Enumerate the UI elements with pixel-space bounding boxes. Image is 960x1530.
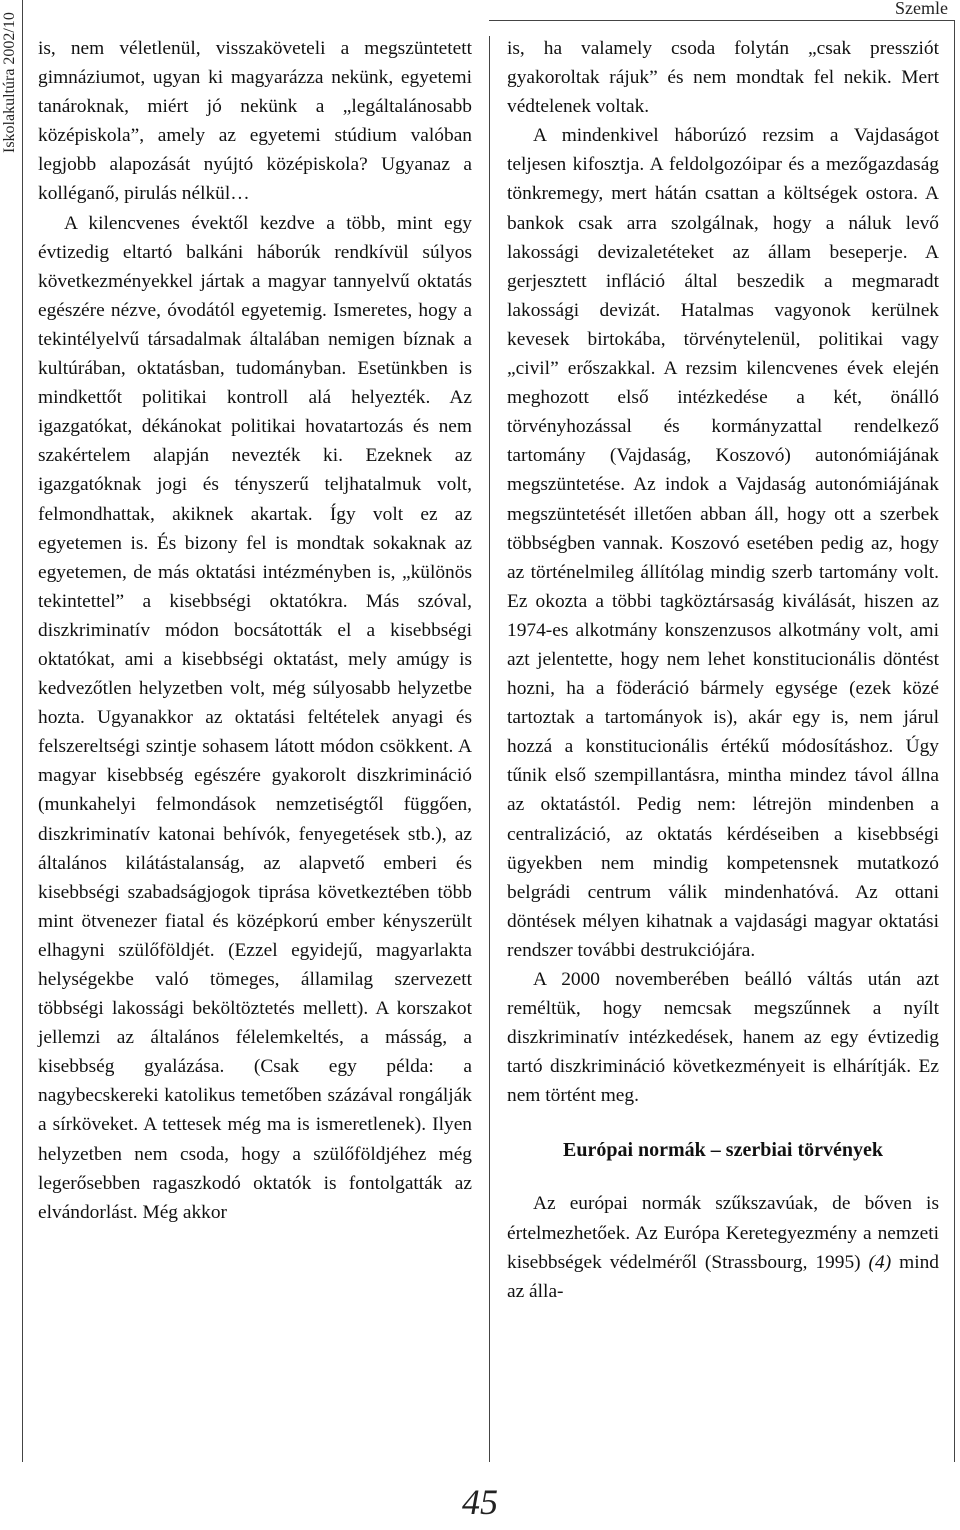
paragraph: A 2000 novemberében beálló váltás után azt reméltük, hogy nemcsak megszűnnek a nyílt diszkriminatív intézkedések, hanem az egy évtizedig tartó diszkrimináció következményeit is elhárítják. Ez nem történt meg. [507,969,939,1107]
top-header-rule [489,20,955,21]
paragraph-text: mind az álla- [507,1251,939,1302]
right-margin-rule [954,20,955,1462]
paragraph [507,1189,939,1305]
column-divider-rule [489,36,490,1462]
section-heading: Európai normák – szerbiai törvények [563,1139,883,1162]
paragraph-text: Az európai normák szűkszavúak, de bőven is értelmezhetőek. Az Európa Keretegyezmény a nemzeti kisebbségek védelméről (Strassbourg, 1995) [507,1193,939,1273]
section-running-head: Szemle [895,0,948,18]
paragraph: A kilencvenes évektől kezdve a több, mint egy évtizedig eltartó balkáni háborúk rendkívül súlyos következményekkel jártak a magyar tannyelvű oktatás egészére nézve, óvodától egyetemig. Ismeretes, hogy a tekintélyelvű társadalmak általában nemigen bíznak a kultúrában, oktatásban, tudományban. Esetünkben is mindkettőt politikai kontroll alá helyezték. Az igazgatókat, dékánokat politikai hovatartozás és nem szakértelem alapján nevezték ki. Ezeknek az igazgatóknak jogi és tényszerű teljhatalmuk volt, felmondhattak, akiknek akartak. Így volt ez az egyetemen is. És bizony fel is mondtak sokaknak az egyetemen, de más oktatási intézményben is, „különös tekintettel” a kisebbségi oktatókra. Más szóval, diszkriminatív módon bocsátották el a kisebbségi oktatókat, ami a kisebbségi oktatást, mely amúgy is kedvezőtlen helyzetben volt, még súlyosabb helyzetbe hozta. Ugyanakkor az oktatási feltételek anyagi és felszereltségi szintje sohasem látott módon csökkent. A magyar kisebbség egészére gyakorolt diszkrimináció (munkahelyi felmondások nemzetiségtől függően, diszkriminatív katonai behívók, fenyegetések stb.), az általános kilátástalanság, az alapvető emberi és kisebbségi szabadságjogok tiprása következtében több mint ötvenezer fiatal és középkorú ember kényszerült elhagyni szülőföldjét. (Ezzel egyidejű, magyarlakta helységekbe való tömeges, államilag szervezett többségi lakossági beköltöztetés mellett). A korszakot jellemzi az általános félelemkeltés, a másság, a kisebbség gyalázása. (Csak egy példa: a nagybecskereki katolikus temetőben százával rongálják a sírköveket. A tettesek még ma is ismeretlenek). Ilyen helyzetben nem csoda, hogy a szülőföldjéhez még legerősebben ragaszkodó oktatók is fontolgatták az elvándorlást. Még akkor [38,212,472,1223]
paragraph: A mindenkivel háborúzó rezsim a Vajdaságot teljesen kifosztja. A feldolgozóipar és a mezőgazdaság tönkremegy, mert hátán csattan a költségek ostora. A bankok csak arra szolgálnak, hogy a náluk levő lakossági devizaletéteket az állam beseperje. A gerjesztett infláció által beszedik a megmaradt lakossági devizát. Hatalmas vagyonok kerülnek kevesek birtokába, törvénytelenül, politikai vagy „civil” erőszakkal. A rezsim kilencvenes évek elején meghozott első intézkedése a két, önálló törvényhozással és kormányzattal rendelkező tartomány (Vajdaság, Koszovó) autonómiájának megszüntetése. Az indok a Vajdaság autonómiájának megszüntetését illetően abban áll, hogy ott a szerbek többségben vannak. Koszovó esetében pedig az, hogy az történelmileg állítólag mindig szerb tartomány volt. Ez okozta a többi tagköztársaság kiválását, hiszen az 1974-es alkotmány konszenzusos alkotmány volt, ami azt jelentette, hogy nem lehet konstitucionális döntést hozni, ha a föderáció bármely egysége (ezek közé tartoztak a tartományok is), akár egy is, nem járul hozzá a konstitucionális értékű módosításhoz. Úgy tűnik első szempillantásra, mintha mindez távol állna az oktatástól. Pedig nem: létrejön mindenben a centralizáció, az oktatás kérdéseiben a kisebbségi ügyekben nem mindig kompetensnek mutatkozó belgrádi centrum válik mindenhatóvá. Az ottani döntések mélyen kihatnak a vajdasági magyar oktatási rendszer további destrukciójára. [507,125,939,961]
paragraph: is, nem véletlenül, visszaköveteli a megszüntetett gimnáziumot, ugyan ki magyarázza nekünk, egyetemi tanároknak, miért jó nekünk a „legáltalánosabb középiskola”, amely az egyetemi stúdium valóban legjobb alapozását nyújtó középiskola? Ugyanaz a kolléganő, pirulás nélkül… [38,38,472,205]
reference-marker: (4) [868,1251,892,1273]
right-text-column [507,34,939,1306]
journal-running-head: Iskolakultúra 2002/10 [1,12,18,153]
paragraph: is, ha valamely csoda folytán „csak pressziót gyakoroltak rájuk” és nem mondtak fel nekik. Mert védtelenek voltak. [507,38,939,118]
left-text-column [38,34,472,1227]
left-margin-rule [22,0,23,1462]
page-number: 45 [462,1482,498,1522]
